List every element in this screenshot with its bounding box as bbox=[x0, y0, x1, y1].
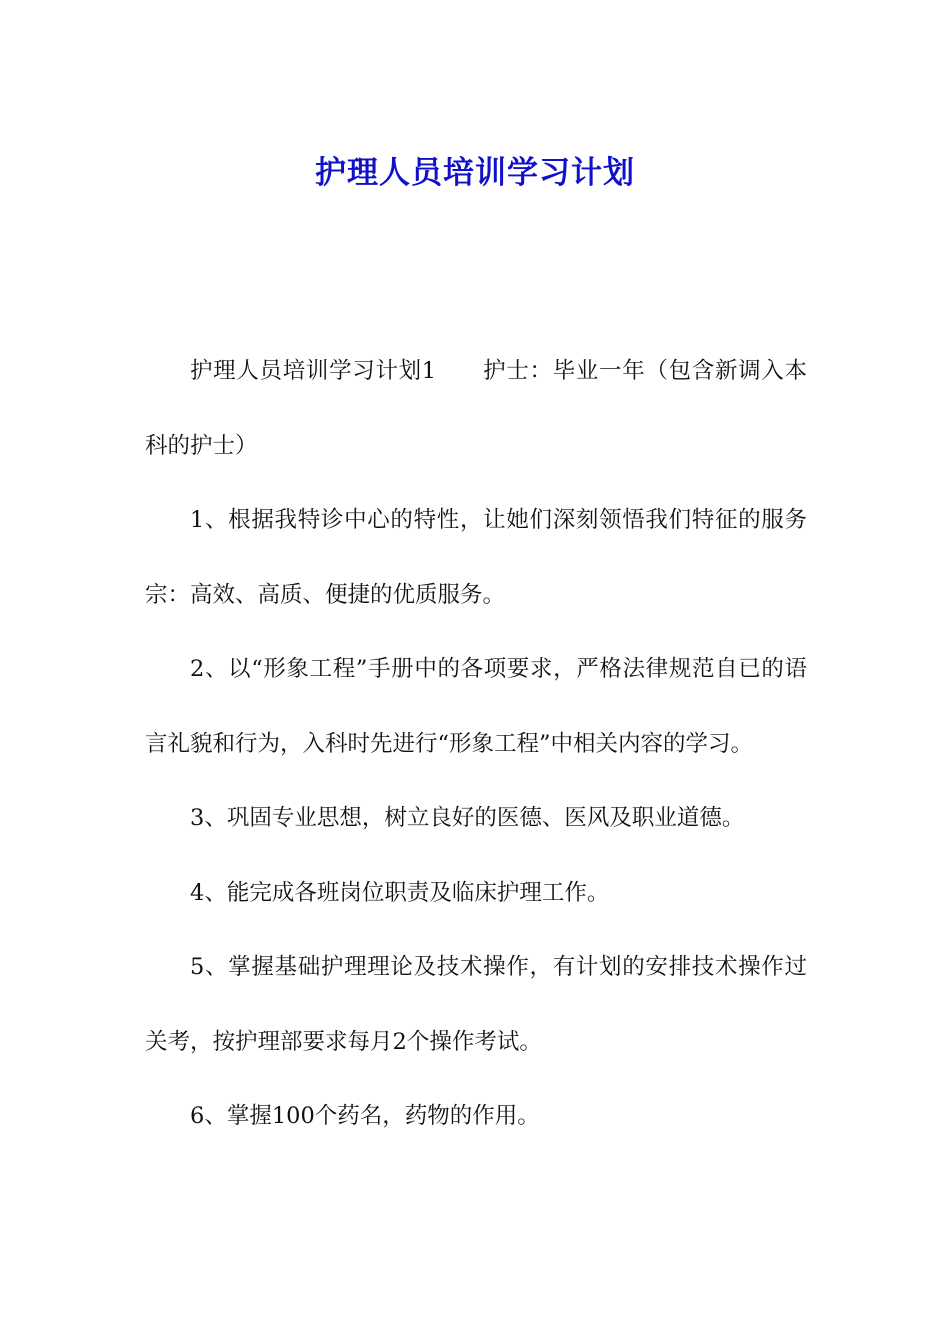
paragraph-item-1: 1、根据我特诊中心的特性，让她们深刻领悟我们特征的服务宗：高效、高质、便捷的优质服务。 bbox=[145, 507, 807, 608]
paragraph-intro: 护理人员培训学习计划1 护士：毕业一年（包含新调入本科的护士） bbox=[145, 358, 807, 459]
document-title: 护理人员培训学习计划 bbox=[315, 154, 635, 191]
document-body bbox=[145, 334, 807, 1154]
paragraph-item-3: 3、巩固专业思想，树立良好的医德、医风及职业道德。 bbox=[190, 805, 745, 831]
paragraph-item-6: 6、掌握100个药名，药物的作用。 bbox=[190, 1103, 540, 1129]
paragraph-item-5: 5、掌握基础护理理论及技术操作，有计划的安排技术操作过关考，按护理部要求每月2个操作考试。 bbox=[145, 954, 807, 1055]
paragraph-item-2: 2、以“形象工程”手册中的各项要求，严格法律规范自已的语言礼貌和行为，入科时先进行“形象工程”中相关内容的学习。 bbox=[145, 656, 807, 757]
paragraph-item-4: 4、能完成各班岗位职责及临床护理工作。 bbox=[190, 879, 610, 906]
